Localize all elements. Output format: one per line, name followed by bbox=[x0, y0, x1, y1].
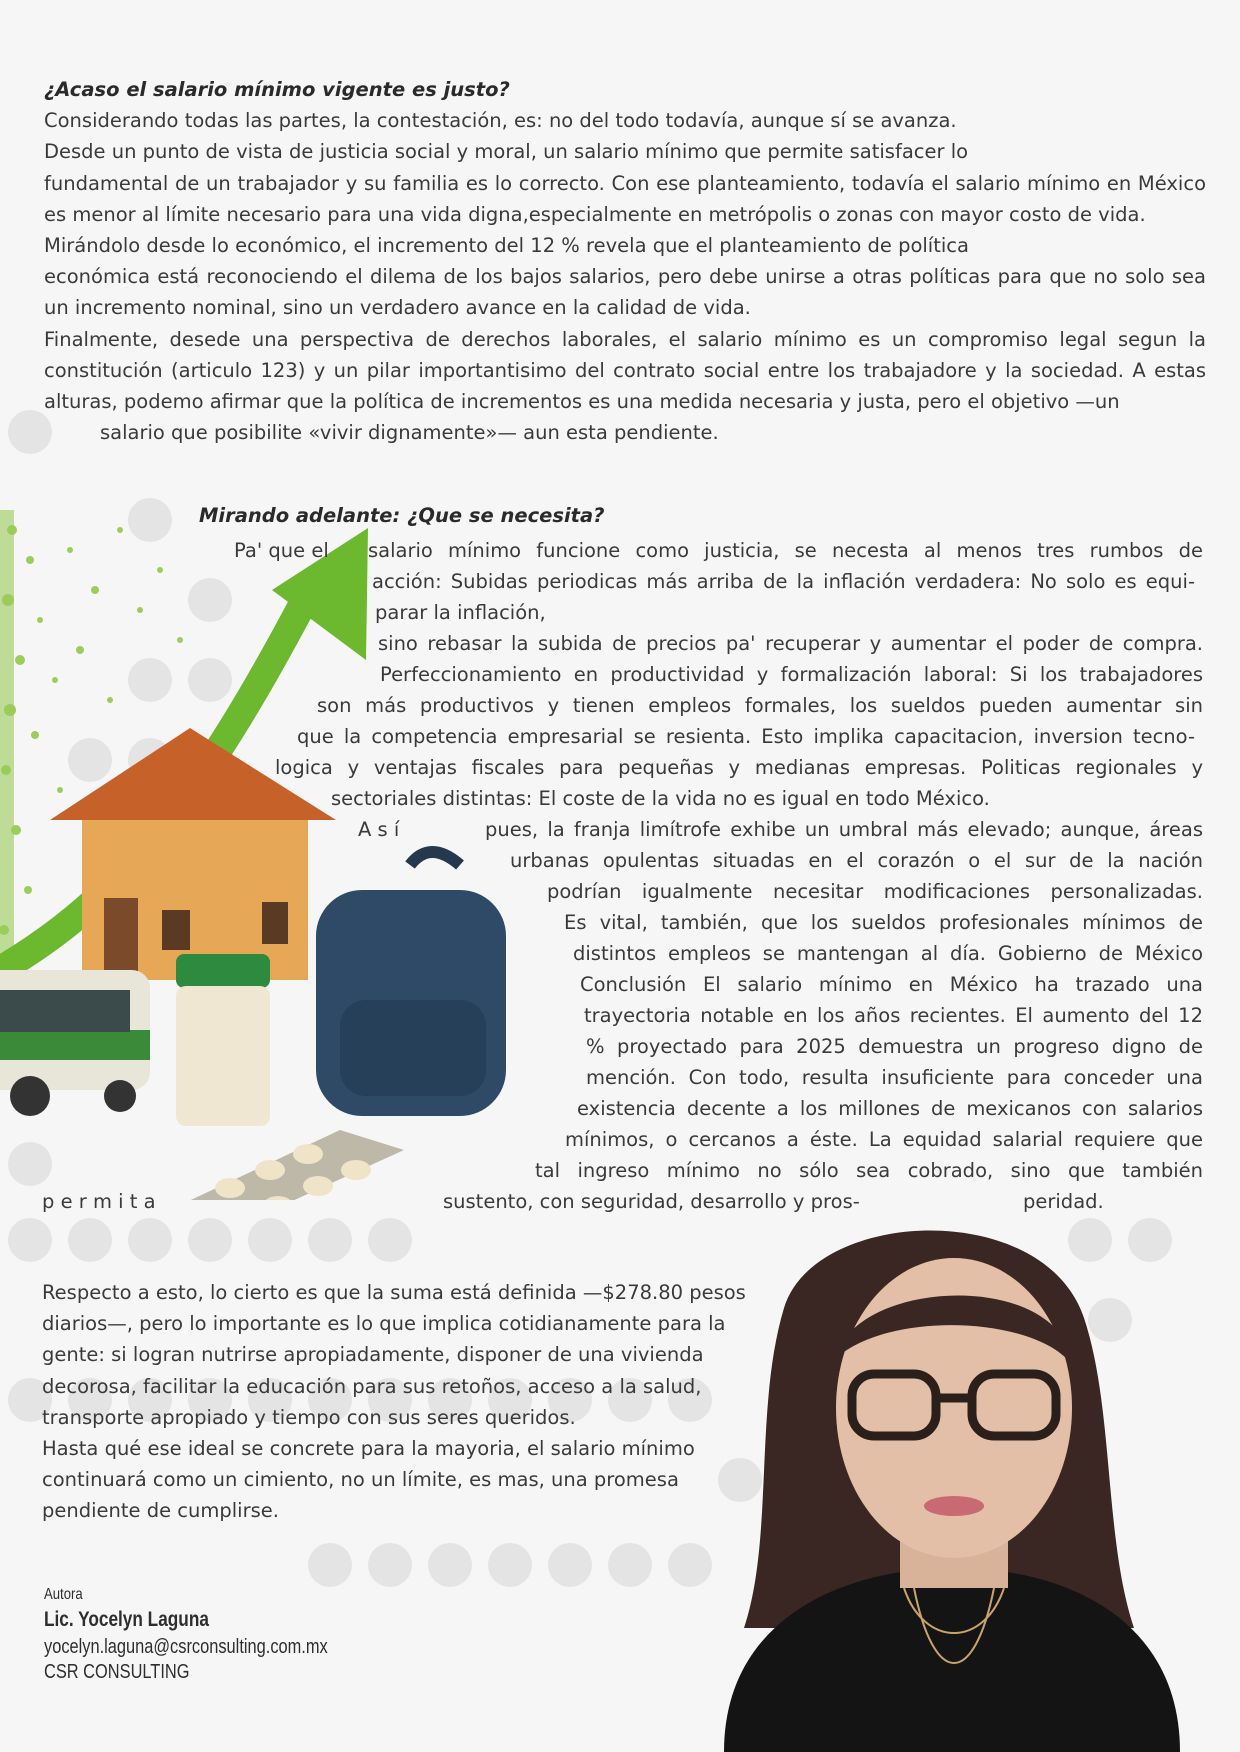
text-line: mínimos, o cercanos a éste. La equidad salarial requiere que bbox=[565, 1128, 1203, 1151]
asi-word: A s í bbox=[358, 818, 400, 841]
text-line: salario mínimo funcione como justicia, se necesta al menos tres rumbos de bbox=[368, 539, 1203, 562]
paragraph: Respecto a esto, lo cierto es que la suma está definida —$278.80 pesos diarios—, pero lo importante es lo que implica cotidianamente para la gente: si logran nutrirse apropiadamente, disponer de una vivienda decorosa, facilitar la educación para sus retoños, acceso a la salud, transporte apropiado y tiempo con sus seres queridos. bbox=[42, 1281, 746, 1429]
author-photo bbox=[664, 1208, 1240, 1752]
author-label: Autora bbox=[44, 1586, 83, 1603]
paragraph: Considerando todas las partes, la contestación, es: no del todo todavía, aunque sí se avanza. bbox=[44, 109, 957, 133]
text-line: sustento, con seguridad, desarrollo y pros- bbox=[443, 1190, 860, 1213]
text-line: tal ingreso mínimo no sólo sea cobrado, sino que también bbox=[535, 1159, 1203, 1182]
text-line: urbanas opulentas situadas en el corazón o el sur de la nación bbox=[510, 849, 1203, 872]
text-line: existencia decente a los millones de mexicanos con salarios bbox=[577, 1097, 1203, 1120]
paragraph: Mirándolo desde lo económico, el incremento del 12 % revela que el planteamiento de política bbox=[44, 234, 969, 258]
section-heading: ¿Acaso el salario mínimo vigente es justo? bbox=[44, 78, 510, 101]
section-heading-2: Mirando adelante: ¿Que se necesita? bbox=[199, 504, 605, 527]
paragraph: fundamental de un trabajador y su familia es lo correcto. Con ese planteamiento, todavía el salario mínimo en México es menor al límite necesario para una vida digna,especialmente en metrópolis o zonas con mayor costo de vida. bbox=[44, 171, 1206, 226]
text-line: sectoriales distintas: El coste de la vida no es igual en todo México. bbox=[331, 787, 990, 810]
text-line: podrían igualmente necesitar modificaciones personalizadas. bbox=[547, 880, 1203, 903]
text-line: acción: Subidas periodicas más arriba de la inflación verdadera: No solo es equi- bbox=[372, 570, 1195, 593]
text-line: Perfeccionamiento en productividad y formalización laboral: Si los trabajadores bbox=[380, 663, 1203, 686]
text-line: parar la inflación, bbox=[375, 601, 546, 624]
text-line: logica y ventajas fiscales para pequeñas y medianas empresas. Politicas regionales y bbox=[275, 756, 1203, 779]
peridad-word: peridad. bbox=[1023, 1190, 1104, 1213]
text-line: Es vital, también, que los sueldos profesionales mínimos de bbox=[564, 911, 1203, 934]
author-company: CSR CONSULTING bbox=[44, 1661, 190, 1683]
author-name: Lic. Yocelyn Laguna bbox=[44, 1608, 209, 1631]
text-line: sino rebasar la subida de precios pa' recuperar y aumentar el poder de compra. bbox=[378, 632, 1203, 655]
bus-icon bbox=[0, 970, 150, 1116]
permita-word: p e r m i t a bbox=[42, 1190, 156, 1213]
text-line: trayectoria notable en los años recientes. El aumento del 12 bbox=[584, 1004, 1203, 1027]
text-line: Conclusión El salario mínimo en México ha trazado una bbox=[580, 973, 1203, 996]
intro-section bbox=[44, 74, 1206, 448]
pill-bottle-icon bbox=[176, 954, 270, 1126]
text-line: pues, la franja limítrofe exhibe un umbral más elevado; aunque, áreas bbox=[485, 818, 1203, 841]
paragraph: Finalmente, desede una perspectiva de derechos laborales, el salario mínimo es un compromiso legal segun la constitución (articulo 123) y un pilar importantisimo del contrato social entre los trabajadore y la sociedad. A estas alturas, podemo afirmar que la política de incrementos es una medida necesaria y justa, pero el objetivo —un bbox=[44, 327, 1206, 414]
author-block bbox=[44, 1586, 390, 1684]
text-line: son más productivos y tienen empleos formales, los sueldos pueden aumentar sin bbox=[317, 694, 1203, 717]
text-line: mención. Con todo, resulta insuficiente para conceder una bbox=[586, 1066, 1203, 1089]
backpack-icon bbox=[316, 852, 506, 1116]
paragraph: Hasta qué ese ideal se concrete para la mayoria, el salario mínimo continuará como un cimiento, no un límite, es mas, una promesa pendiente de cumplirse. bbox=[42, 1437, 695, 1523]
paragraph: económica está reconociendo el dilema de los bajos salarios, pero debe unirse a otras políticas para que no solo sea un incremento nominal, sino un verdadero avance en la calidad de vida. bbox=[44, 265, 1206, 320]
text-line: que la competencia empresarial se resienta. Esto implika capacitacion, inversion tecno- bbox=[297, 725, 1195, 748]
line-prefix: Pa' que el bbox=[234, 539, 329, 562]
text-line: distintos empleos se mantengan al día. Gobierno de México bbox=[573, 942, 1203, 965]
paragraph: Desde un punto de vista de justicia social y moral, un salario mínimo que permite satisfacer lo bbox=[44, 140, 969, 164]
text-line: % proyectado para 2025 demuestra un progreso digno de bbox=[586, 1035, 1203, 1058]
pill-blister-icon bbox=[178, 1130, 404, 1200]
paragraph-end: salario que posibilite «vivir dignamente»— aun esta pendiente. bbox=[100, 421, 719, 445]
author-email: yocelyn.laguna@csrconsulting.com.mx bbox=[44, 1636, 328, 1658]
